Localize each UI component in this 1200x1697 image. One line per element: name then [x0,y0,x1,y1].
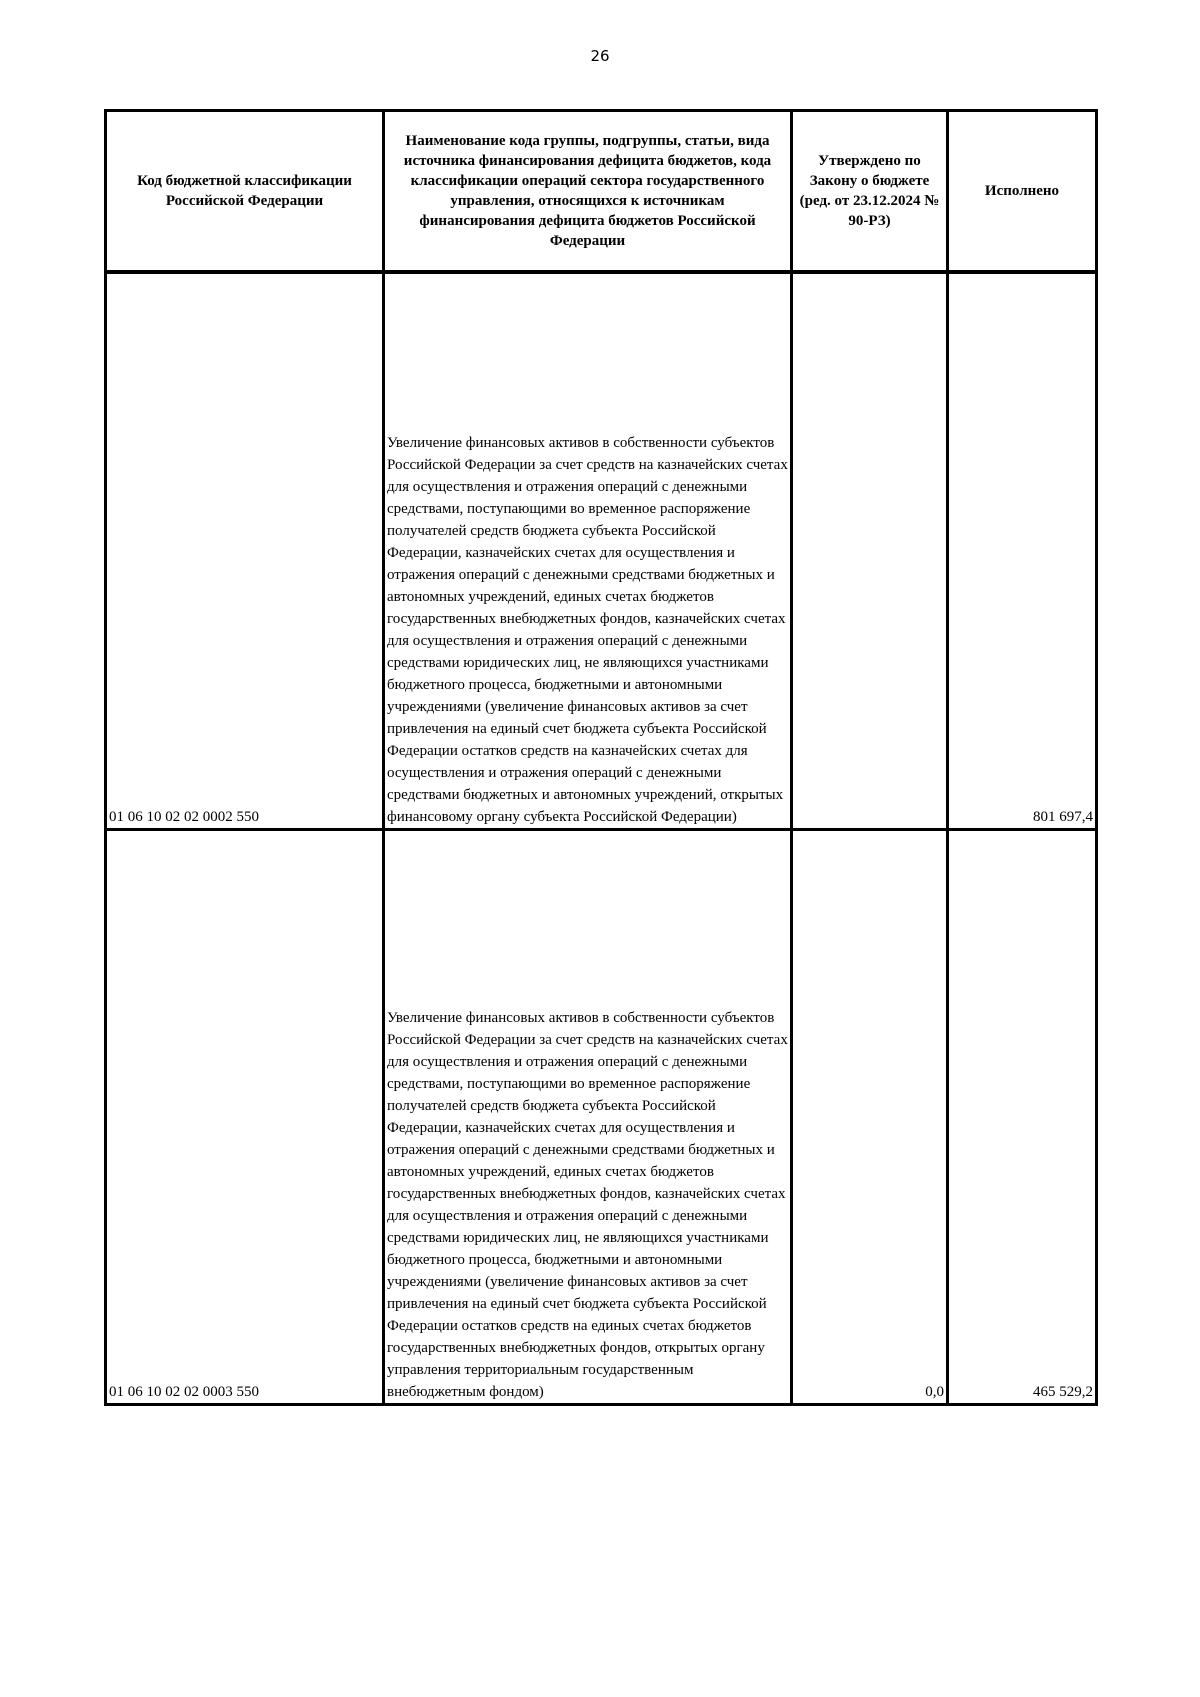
row-approved [792,272,948,830]
row-code: 01 06 10 02 02 0003 550 [106,830,384,1405]
header-executed: Исполнено [948,111,1097,273]
row-approved: 0,0 [792,830,948,1405]
header-name: Наименование кода группы, подгруппы, статьи, вида источника финансирования дефицита бюджетов, кода классификации операций сектора государственного управления, относящихся к источникам финансирования дефицита бюджетов Российской Федерации [384,111,792,273]
row-name: Увеличение финансовых активов в собственности субъектов Российской Федерации за счет средств на казначейских счетах для осуществления и отражения операций с денежными средствами, поступающими во временное распоряжение получателей средств бюджета субъекта Российской Федерации, казначейских счетах для осуществления и отражения операций с денежными средствами бюджетных и автономных учреждений, единых счетах бюджетов государственных внебюджетных фондов, казначейских счетах для осуществления и отражения операций с денежными средствами юридических лиц, не являющихся участниками бюджетного процесса, бюджетными и автономными учреждениями (увеличение финансовых активов за счет привлечения на единый счет бюджета субъекта Российской Федерации остатков средств на казначейских счетах для осуществления и отражения операций с денежными средствами бюджетных и автономных учреждений, открытых финансовому органу субъекта Российской Федерации) [384,272,792,830]
header-code: Код бюджетной классификации Российской Федерации [106,111,384,273]
page-number: 26 [590,47,610,65]
table-row [106,272,1097,830]
row-name: Увеличение финансовых активов в собственности субъектов Российской Федерации за счет средств на казначейских счетах для осуществления и отражения операций с денежными средствами, поступающими во временное распоряжение получателей средств бюджета субъекта Российской Федерации, казначейских счетах для осуществления и отражения операций с денежными средствами бюджетных и автономных учреждений, единых счетах бюджетов государственных внебюджетных фондов, казначейских счетах для осуществления и отражения операций с денежными средствами юридических лиц, не являющихся участниками бюджетного процесса, бюджетными и автономными учреждениями (увеличение финансовых активов за счет привлечения на единый счет бюджета субъекта Российской Федерации остатков средств на единых счетах бюджетов государственных внебюджетных фондов, открытых органу управления территориальным государственным внебюджетным фондом) [384,830,792,1405]
budget-sources-table [104,109,1098,1406]
table-row [106,830,1097,1405]
header-approved: Утверждено по Закону о бюджете (ред. от 23.12.2024 № 90-РЗ) [792,111,948,273]
row-code: 01 06 10 02 02 0002 550 [106,272,384,830]
table-header-row [106,111,1097,273]
row-executed: 465 529,2 [948,830,1097,1405]
row-executed: 801 697,4 [948,272,1097,830]
